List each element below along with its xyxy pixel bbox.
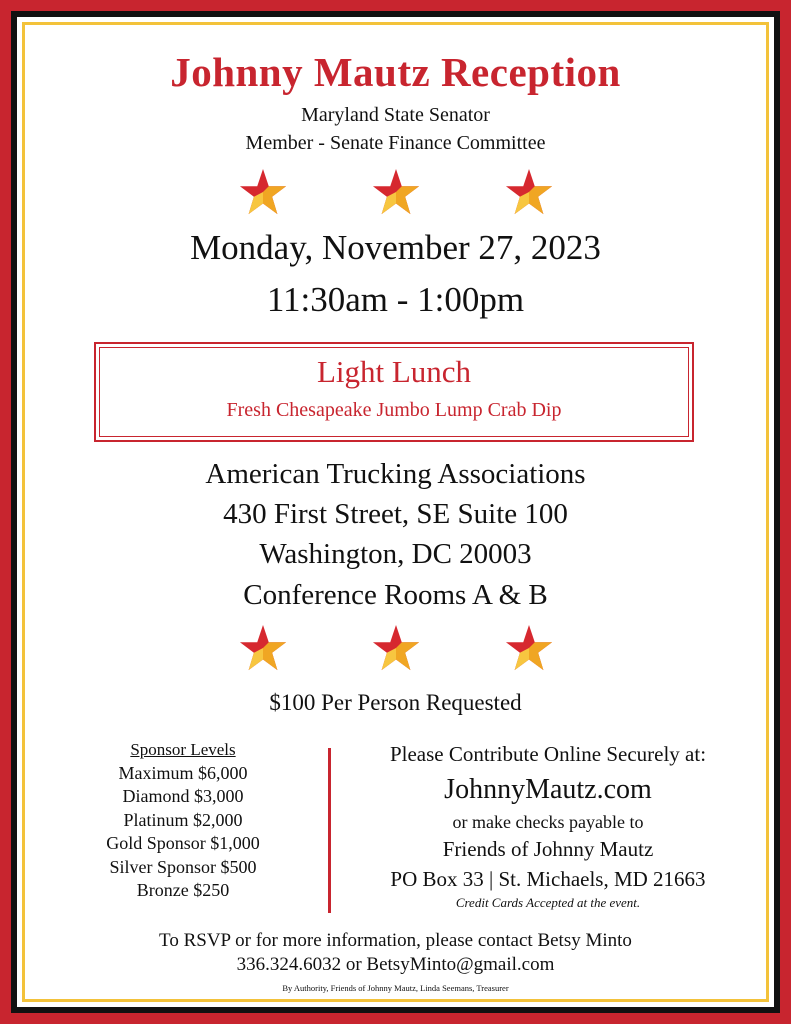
vertical-divider	[328, 748, 331, 913]
star-icon	[239, 168, 287, 216]
event-date: Monday, November 27, 2023	[190, 228, 601, 267]
star-icon	[372, 624, 420, 672]
lunch-box	[94, 342, 694, 442]
subtitle-position: Maryland State Senator	[301, 104, 490, 126]
event-time: 11:30am - 1:00pm	[266, 280, 525, 319]
authority-line: By Authority, Friends of Johnny Mautz, Linda Seemans, Treasurer	[282, 983, 509, 993]
sponsor-level: Platinum $2,000	[123, 809, 243, 830]
sponsor-level: Bronze $250	[136, 880, 230, 900]
sponsor-levels-header: Sponsor Levels	[130, 740, 236, 759]
subtitle-committee: Member - Senate Finance Committee	[245, 132, 546, 154]
payee-name: Friends of Johnny Mautz	[442, 837, 654, 861]
venue-name: American Trucking Associations	[205, 458, 586, 490]
mailing-address: PO Box 33 | St. Michaels, MD 21663	[390, 867, 706, 891]
venue-rooms: Conference Rooms A & B	[243, 579, 548, 611]
star-icon	[505, 624, 553, 672]
venue-city: Washington, DC 20003	[259, 538, 532, 570]
sponsor-level: Diamond $3,000	[122, 786, 244, 806]
rsvp-contact[interactable]: 336.324.6032 or BetsyMinto@gmail.com	[236, 954, 555, 975]
sponsor-level: Maximum $6,000	[118, 762, 248, 783]
invitation-content	[28, 28, 763, 996]
checks-payable-text: or make checks payable to	[452, 812, 644, 832]
lunch-item: Fresh Chesapeake Jumbo Lump Crab Dip	[226, 399, 562, 421]
sponsor-level: Silver Sponsor $500	[109, 856, 257, 877]
contribution-info	[338, 738, 758, 912]
star-icon	[372, 168, 420, 216]
star-icon	[505, 168, 553, 216]
sponsor-levels	[83, 738, 283, 903]
star-row-top	[28, 168, 763, 216]
lunch-title: Light Lunch	[316, 354, 472, 389]
contribute-online-text: Please Contribute Online Securely at:	[389, 742, 707, 766]
venue-street: 430 First Street, SE Suite 100	[223, 498, 568, 530]
rsvp-text: To RSVP or for more information, please contact Betsy Minto	[159, 930, 632, 951]
sponsor-level: Gold Sponsor $1,000	[106, 833, 260, 853]
star-row-bottom	[28, 624, 763, 672]
star-icon	[239, 624, 287, 672]
page-title: Johnny Mautz Reception	[170, 49, 621, 95]
credit-card-note: Credit Cards Accepted at the event.	[455, 895, 641, 910]
website-link[interactable]: JohnnyMautz.com	[444, 774, 652, 805]
price-requested: $100 Per Person Requested	[269, 690, 522, 715]
